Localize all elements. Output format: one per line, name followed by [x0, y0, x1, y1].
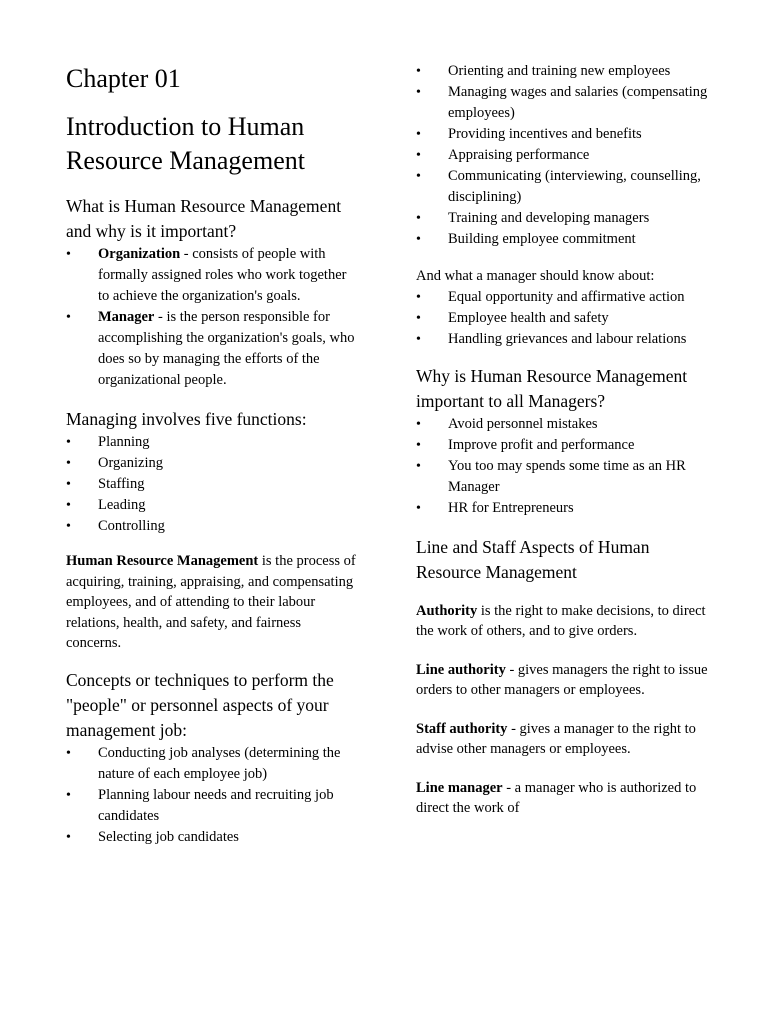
list-item: • HR for Entrepreneurs	[416, 498, 716, 519]
definition-text: is the right to make decisions, to direct the work of others, and to give orders.	[416, 602, 706, 639]
section-heading-line-staff: Line and Staff Aspects of Human Resource Management	[416, 536, 650, 582]
know-list	[416, 287, 716, 350]
term: Authority	[416, 602, 478, 619]
list-item: • Appraising performance	[416, 145, 716, 166]
term: Organization	[98, 246, 181, 262]
definition-text: - consists of people with formally assigned roles who work together to achieve the organization's goals.	[98, 246, 347, 304]
concepts-list-continued	[416, 61, 716, 250]
line-manager-paragraph	[416, 778, 716, 819]
chapter-heading: Chapter 01	[66, 64, 181, 93]
list-item: • Orienting and training new employees	[416, 61, 716, 82]
section-heading-manager-should-know: And what a manager should know about:	[416, 268, 655, 284]
list-item: • Organizing	[66, 453, 358, 474]
definitions-list	[66, 244, 358, 391]
list-item: • Avoid personnel mistakes	[416, 414, 716, 435]
list-item: • Building employee commitment	[416, 229, 716, 250]
section-heading-what-is-hrm: What is Human Resource Management and why is it important?	[66, 196, 342, 241]
concepts-list	[66, 743, 358, 848]
hrm-definition-paragraph	[66, 551, 358, 654]
list-item: • Controlling	[66, 516, 358, 537]
list-item: • Training and developing managers	[416, 208, 716, 229]
list-item: • Employee health and safety	[416, 308, 716, 329]
list-item: • Managing wages and salaries (compensating employees)	[416, 82, 716, 124]
why-list	[416, 414, 716, 519]
section-heading-concepts: Concepts or techniques to perform the "people" or personnel aspects of your management job:	[66, 669, 334, 740]
list-item: • Equal opportunity and affirmative action	[416, 287, 716, 308]
line-authority-paragraph	[416, 660, 716, 701]
list-item: • Providing incentives and benefits	[416, 124, 716, 145]
list-item: • Communicating (interviewing, counselling, disciplining)	[416, 166, 716, 208]
term: Staff authority	[416, 720, 508, 737]
term: Human Resource Management	[66, 553, 259, 569]
term: Line authority	[416, 661, 506, 678]
functions-list	[66, 432, 358, 537]
definition-text: - a manager who is authorized to direct the work of	[416, 779, 697, 816]
section-heading-why-hrm-important: Why is Human Resource Management important to all Managers?	[416, 365, 688, 411]
definition-text: - gives a manager to the right to advise other managers or employees.	[416, 720, 696, 757]
definition-text: is the process of acquiring, training, appraising, and compensating employees, and of attending to their labour relations, health, and safety, and fairness concerns.	[66, 553, 356, 651]
chapter-title: Introduction to Human Resource Management	[66, 112, 305, 175]
right-column	[416, 61, 716, 819]
list-item	[66, 244, 358, 307]
definition-text: - gives managers the right to issue orders to other managers or employees.	[416, 661, 708, 698]
list-item: • Staffing	[66, 474, 358, 495]
list-item: • Selecting job candidates	[66, 827, 358, 848]
term: Manager	[98, 309, 155, 325]
left-column	[66, 0, 358, 848]
list-item: • Improve profit and performance	[416, 435, 716, 456]
list-item	[66, 307, 358, 391]
list-item: • Leading	[66, 495, 358, 516]
section-heading-five-functions: Managing involves five functions:	[66, 409, 307, 429]
list-item: • Conducting job analyses (determining the nature of each employee job)	[66, 743, 358, 785]
list-item: • Handling grievances and labour relations	[416, 329, 716, 350]
staff-authority-paragraph	[416, 719, 716, 760]
list-item: • You too may spends some time as an HR Manager	[416, 456, 716, 498]
term: Line manager	[416, 779, 503, 796]
list-item: • Planning	[66, 432, 358, 453]
list-item: • Planning labour needs and recruiting job candidates	[66, 785, 358, 827]
authority-paragraph	[416, 601, 716, 642]
definition-text: - is the person responsible for accomplishing the organization's goals, who does so by managing the efforts of the organizational people.	[98, 309, 355, 388]
